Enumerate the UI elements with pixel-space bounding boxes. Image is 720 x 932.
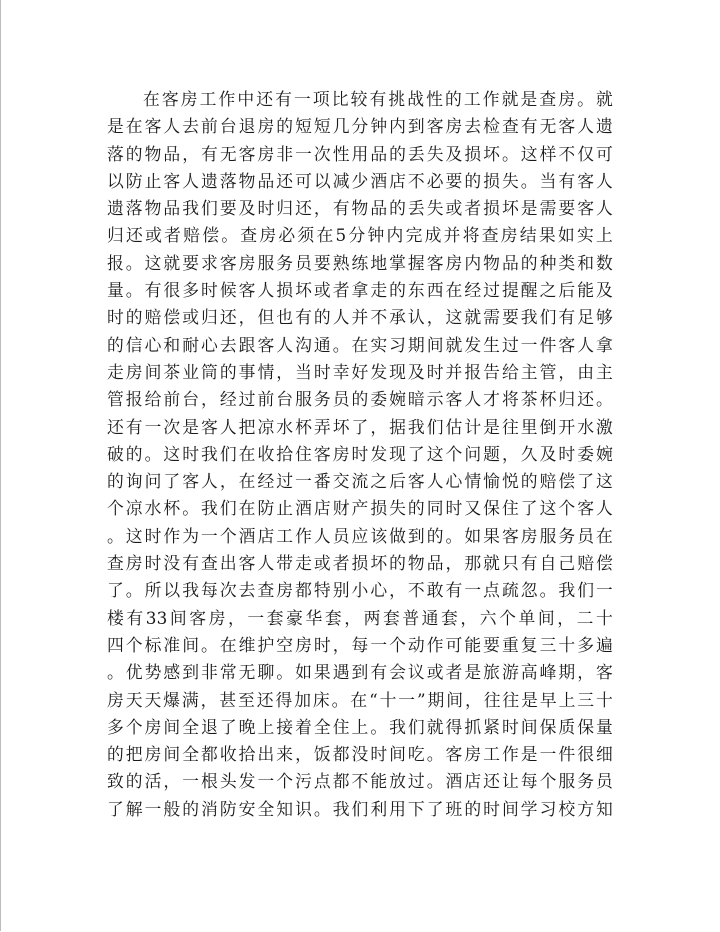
text-line: 以防止客人遗落物品还可以减少酒店不必要的损失。当有客人 [107,170,613,191]
text-line: 破的。这时我们在收拾住客房时发现了这个问题，久及时委婉 [107,443,613,464]
text-line: 楼有33间客房，一套豪华套，两套普通套，六个单间，二十 [107,607,613,628]
text-line: 时的赔偿或归还，但也有的人并不承认，这就需要我们有足够 [107,307,613,328]
text-line: 的询问了客人，在经过一番交流之后客人心情愉悦的赔偿了这 [107,471,613,492]
text-line: 。优势感到非常无聊。如果遇到有会议或者是旅游高峰期，客 [107,662,613,683]
text-line: 房天天爆满，甚至还得加床。在“十一”期间，往往是早上三十 [107,689,613,710]
text-line: 是在客人去前台退房的短短几分钟内到客房去检查有无客人遗 [107,116,613,137]
text-line: 了解一般的消防安全知识。我们利用下了班的时间学习校方知 [107,798,613,819]
text-line: 的把房间全都收拾出来，饭都没时间吃。客房工作是一件很细 [107,744,613,765]
text-line: 。这时作为一个酒店工作人员应该做到的。如果客房服务员在 [107,525,613,546]
text-line: 个凉水杯。我们在防止酒店财产损失的同时又保住了这个客人 [107,498,613,519]
text-line: 查房时没有查出客人带走或者损坏的物品，那就只有自己赔偿 [107,553,613,574]
text-line: 的信心和耐心去跟客人沟通。在实习期间就发生过一件客人拿 [107,334,613,355]
text-line: 还有一次是客人把凉水杯弄坏了，据我们估计是往里倒开水激 [107,416,613,437]
text-line: 报。这就要求客房服务员要熟练地掌握客房内物品的种类和数 [107,252,613,273]
text-line: 管报给前台，经过前台服务员的委婉暗示客人才将茶杯归还。 [107,389,613,410]
text-line: 落的物品，有无客房非一次性用品的丢失及损坏。这样不仅可 [107,143,613,164]
text-line: 走房间茶业筒的事情，当时幸好发现及时并报告给主管，由主 [107,361,613,382]
document-body [107,86,613,823]
text-line: 归还或者赔偿。查房必须在5分钟内完成并将查房结果如实上 [107,225,613,246]
text-line: 四个标准间。在维护空房时，每一个动作可能要重复三十多遍 [107,634,613,655]
text-line: 致的活，一根头发一个污点都不能放过。酒店还让每个服务员 [107,771,613,792]
text-line: 多个房间全退了晚上接着全住上。我们就得抓紧时间保质保量 [107,716,613,737]
text-line: 在客房工作中还有一项比较有挑战性的工作就是查房。就 [143,89,613,109]
text-line: 了。所以我每次去查房都特别小心，不敢有一点疏忽。我们一 [107,580,613,601]
text-line: 遗落物品我们要及时归还，有物品的丢失或者损坏是需要客人 [107,198,613,219]
text-line: 量。有很多时候客人损坏或者拿走的东西在经过提醒之后能及 [107,280,613,301]
